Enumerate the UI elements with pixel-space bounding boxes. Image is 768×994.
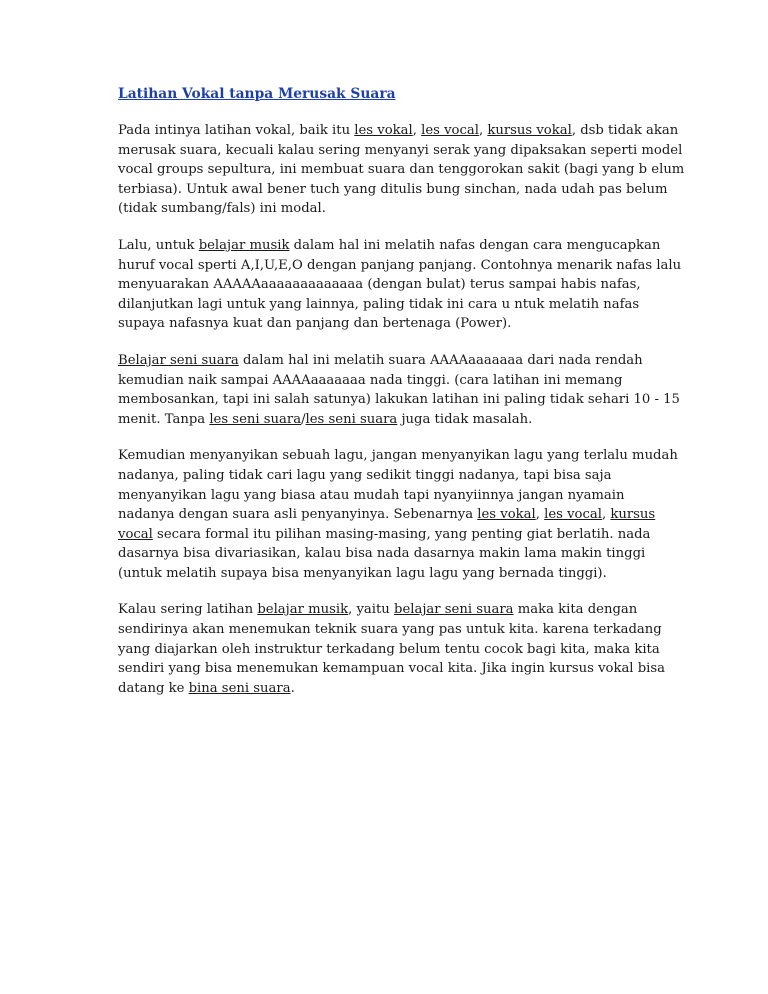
text-segment: huruf vocal sperti A,I,U,E,O dengan panjang panjang. Contohnya menarik nafas lalu	[118, 257, 682, 273]
text-segment: (tidak sumbang/fals) ini modal.	[118, 201, 326, 217]
text-segment: sendirinya akan menemukan teknik suara yang pas untuk kita. karena terkadang	[118, 622, 662, 638]
text-line	[118, 486, 658, 506]
text-segment: Lalu, untuk	[118, 237, 199, 253]
text-segment: supaya nafasnya kuat dan panjang dan bertenaga (Power).	[118, 316, 512, 332]
text-segment: secara formal itu pilihan masing-masing, yang penting giat berlatih. nada	[152, 526, 651, 542]
text-line	[118, 620, 662, 640]
document-title[interactable]: Latihan Vokal tanpa Merusak Suara	[118, 86, 396, 102]
inline-link[interactable]: belajar musik	[257, 602, 349, 618]
text-line	[118, 121, 679, 141]
text-line	[118, 351, 658, 371]
text-line	[118, 505, 658, 525]
inline-link[interactable]: Belajar seni suara	[118, 352, 239, 368]
text-line	[118, 256, 682, 276]
text-segment: datang ke	[118, 680, 189, 696]
text-segment: menyuarakan AAAAAaaaaaaaaaaaaa (dengan bulat) terus sampai habis nafas,	[118, 277, 641, 293]
text-line	[118, 141, 683, 161]
text-line	[118, 180, 668, 200]
inline-link[interactable]: les vocal	[421, 123, 479, 138]
text-segment: dasarnya bisa divariasikan, kalau bisa nada dasarnya makin lama makin tinggi	[118, 546, 646, 562]
text-segment: ,	[412, 123, 422, 138]
text-line	[118, 295, 658, 315]
text-segment: dilanjutkan lagi untuk yang lainnya, paling tidak ini cara u ntuk melatih nafas	[118, 296, 640, 312]
paragraph	[118, 600, 666, 698]
text-segment: Pada intinya latihan vokal, baik itu	[118, 123, 355, 138]
text-line	[118, 199, 658, 219]
inline-link[interactable]: les seni suara	[209, 411, 302, 427]
text-segment: ,	[601, 507, 611, 523]
text-segment: juga tidak masalah.	[397, 411, 533, 427]
paragraph	[118, 236, 682, 334]
text-line	[118, 275, 658, 295]
text-segment: /	[301, 411, 306, 427]
text-segment: dalam hal ini melatih suara AAAAaaaaaaa dari nada rendah	[238, 352, 643, 368]
text-line	[118, 679, 658, 699]
text-line	[118, 236, 661, 256]
text-line	[118, 525, 658, 545]
text-segment: menit. Tanpa	[118, 411, 210, 427]
text-line	[118, 390, 680, 410]
inline-link[interactable]: kursus vokal	[487, 123, 572, 138]
text-line	[118, 446, 678, 466]
document-body	[118, 84, 685, 715]
text-segment: Kemudian menyanyikan sebuah lagu, jangan menyanyikan lagu yang terlalu mudah	[118, 448, 678, 464]
text-line	[118, 160, 685, 180]
inline-link[interactable]: les vocal	[544, 507, 602, 523]
text-line	[118, 640, 658, 660]
paragraph	[118, 121, 685, 219]
inline-link[interactable]: les vokal	[477, 507, 536, 523]
paragraph-list	[118, 121, 685, 698]
text-line	[118, 544, 658, 564]
text-line	[118, 314, 658, 334]
text-segment: terbiasa). Untuk awal bener tuch yang ditulis bung sinchan, nada udah pas belum	[118, 181, 668, 197]
inline-link[interactable]: belajar seni suara	[394, 602, 514, 618]
text-segment: vocal groups sepultura, ini membuat suara dan tenggorokan sakit (bagi yang b elum	[118, 162, 685, 178]
text-segment: merusak suara, kecuali kalau sering menyanyi serak yang dipaksakan seperti model	[118, 142, 683, 158]
text-segment: menyanyikan lagu yang biasa atau mudah tapi nyanyiinnya jangan nyamain	[118, 487, 625, 503]
text-line	[118, 466, 658, 486]
paragraph	[118, 446, 678, 583]
inline-link[interactable]: bina seni suara	[188, 680, 291, 696]
text-segment: ,	[535, 507, 545, 523]
inline-link[interactable]: les seni suara	[305, 411, 398, 427]
text-segment: dalam hal ini melatih nafas dengan cara mengucapkan	[289, 237, 661, 253]
text-segment: .	[290, 680, 295, 696]
text-segment: sendiri yang bisa menemukan kemampuan vocal kita. Jika ingin kursus vokal bisa	[118, 661, 666, 677]
inline-link[interactable]: belajar musik	[198, 237, 290, 253]
text-line	[118, 600, 658, 620]
text-segment: , dsb tidak akan	[571, 123, 679, 138]
text-segment: ,	[478, 123, 488, 138]
text-line	[118, 410, 658, 430]
text-segment: nadanya, paling tidak cari lagu yang sedikit tinggi nadanya, tapi bisa saja	[118, 467, 612, 483]
inline-link[interactable]: kursus	[610, 507, 656, 523]
text-segment: yang diajarkan oleh instruktur terkadang belum tentu cocok bagi kita, maka kita	[118, 641, 660, 657]
text-segment: membosankan, tapi ini salah satunya) lakukan latihan ini paling tidak sehari 10 - 15	[118, 392, 680, 408]
text-segment: kemudian naik sampai AAAAaaaaaaa nada tinggi. (cara latihan ini memang	[118, 372, 623, 388]
text-segment: , yaitu	[348, 602, 394, 618]
paragraph	[118, 351, 680, 429]
text-line	[118, 659, 666, 679]
text-segment: Kalau sering latihan	[118, 602, 258, 618]
inline-link[interactable]: vocal	[118, 526, 153, 542]
text-line	[118, 564, 658, 584]
text-segment: nadanya dengan suara asli penyanyinya. Sebenarnya	[118, 507, 478, 523]
text-line	[118, 371, 658, 391]
text-segment: (untuk melatih supaya bisa menyanyikan lagu lagu yang bernada tinggi).	[118, 565, 607, 581]
text-segment: maka kita dengan	[513, 602, 638, 618]
inline-link[interactable]: les vokal	[354, 123, 413, 138]
